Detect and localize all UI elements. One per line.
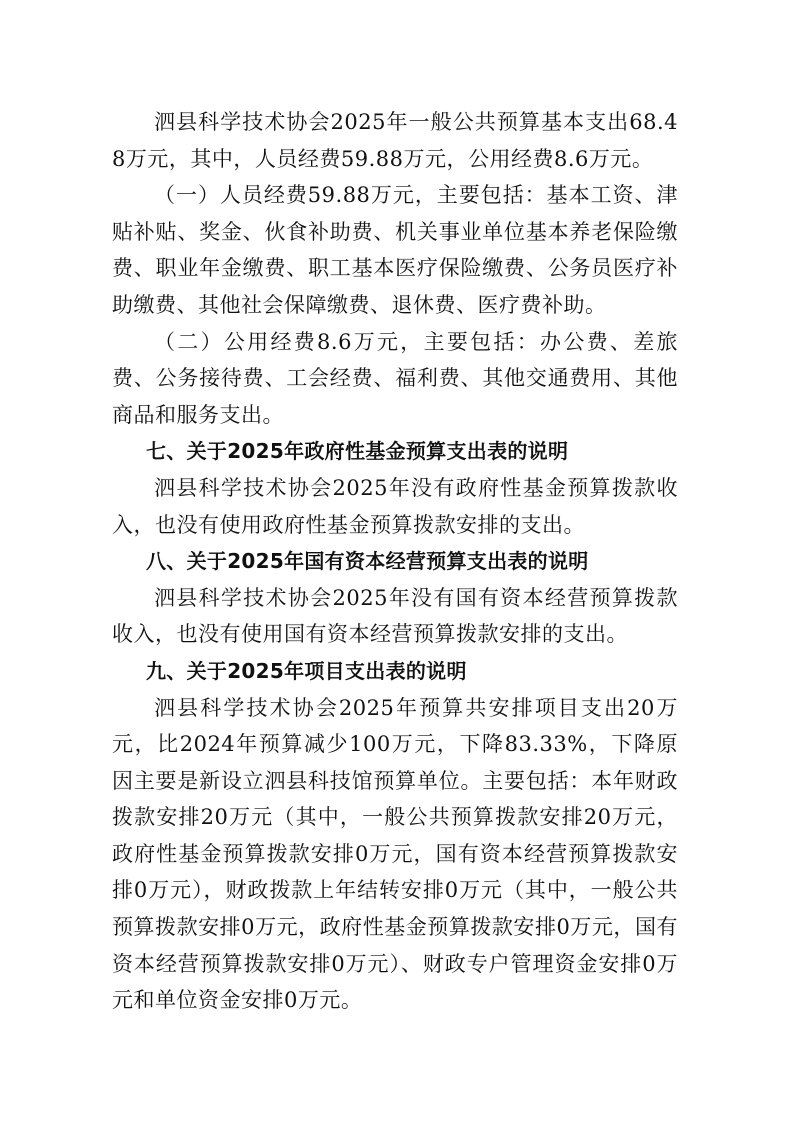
heading-section-9: 九、关于2025年项目支出表的说明 bbox=[146, 658, 467, 683]
paragraph-government-fund: 泗县科学技术协会2025年没有政府性基金预算拨款收入，也没有使用政府性基金预算拨款安排的支出。 bbox=[112, 475, 678, 537]
paragraph-project-expenditure: 泗县科学技术协会2025年预算共安排项目支出20万元，比2024年预算减少100万元，下降83.33%，下降原因主要是新设立泗县科技馆预算单位。主要包括：本年财政拨款安排20万元（其中，一般公共预算拨款安排20万元，政府性基金预算拨款安排0万元，国有资本经营预算拨款安排0万元），财政拨款上年结转安排0万元（其中，一般公共预算拨款安排0万元，政府性基金预算拨款安排0万元，国有资本经营预算拨款安排0万元）、财政专户管理资金安排0万元和单位资金安排0万元。 bbox=[112, 695, 678, 1013]
paragraph-state-capital: 泗县科学技术协会2025年没有国有资本经营预算拨款收入，也没有使用国有资本经营预算拨款安排的支出。 bbox=[112, 585, 678, 647]
paragraph-personnel-expenses: （一）人员经费59.88万元，主要包括：基本工资、津贴补贴、奖金、伙食补助费、机关事业单位基本养老保险缴费、职业年金缴费、职工基本医疗保险缴费、公务员医疗补助缴费、其他社会保障缴费、退休费、医疗费补助。 bbox=[112, 183, 678, 317]
document-page bbox=[112, 104, 678, 1019]
heading-section-7: 七、关于2025年政府性基金预算支出表的说明 bbox=[146, 439, 569, 464]
paragraph-basic-expenditure: 泗县科学技术协会2025年一般公共预算基本支出68.48万元，其中，人员经费59.88万元，公用经费8.6万元。 bbox=[112, 110, 678, 171]
paragraph-public-expenses: （二）公用经费8.6万元，主要包括：办公费、差旅费、公务接待费、工会经费、福利费、其他交通费用、其他商品和服务支出。 bbox=[112, 329, 678, 427]
heading-section-8: 八、关于2025年国有资本经营预算支出表的说明 bbox=[146, 549, 589, 574]
